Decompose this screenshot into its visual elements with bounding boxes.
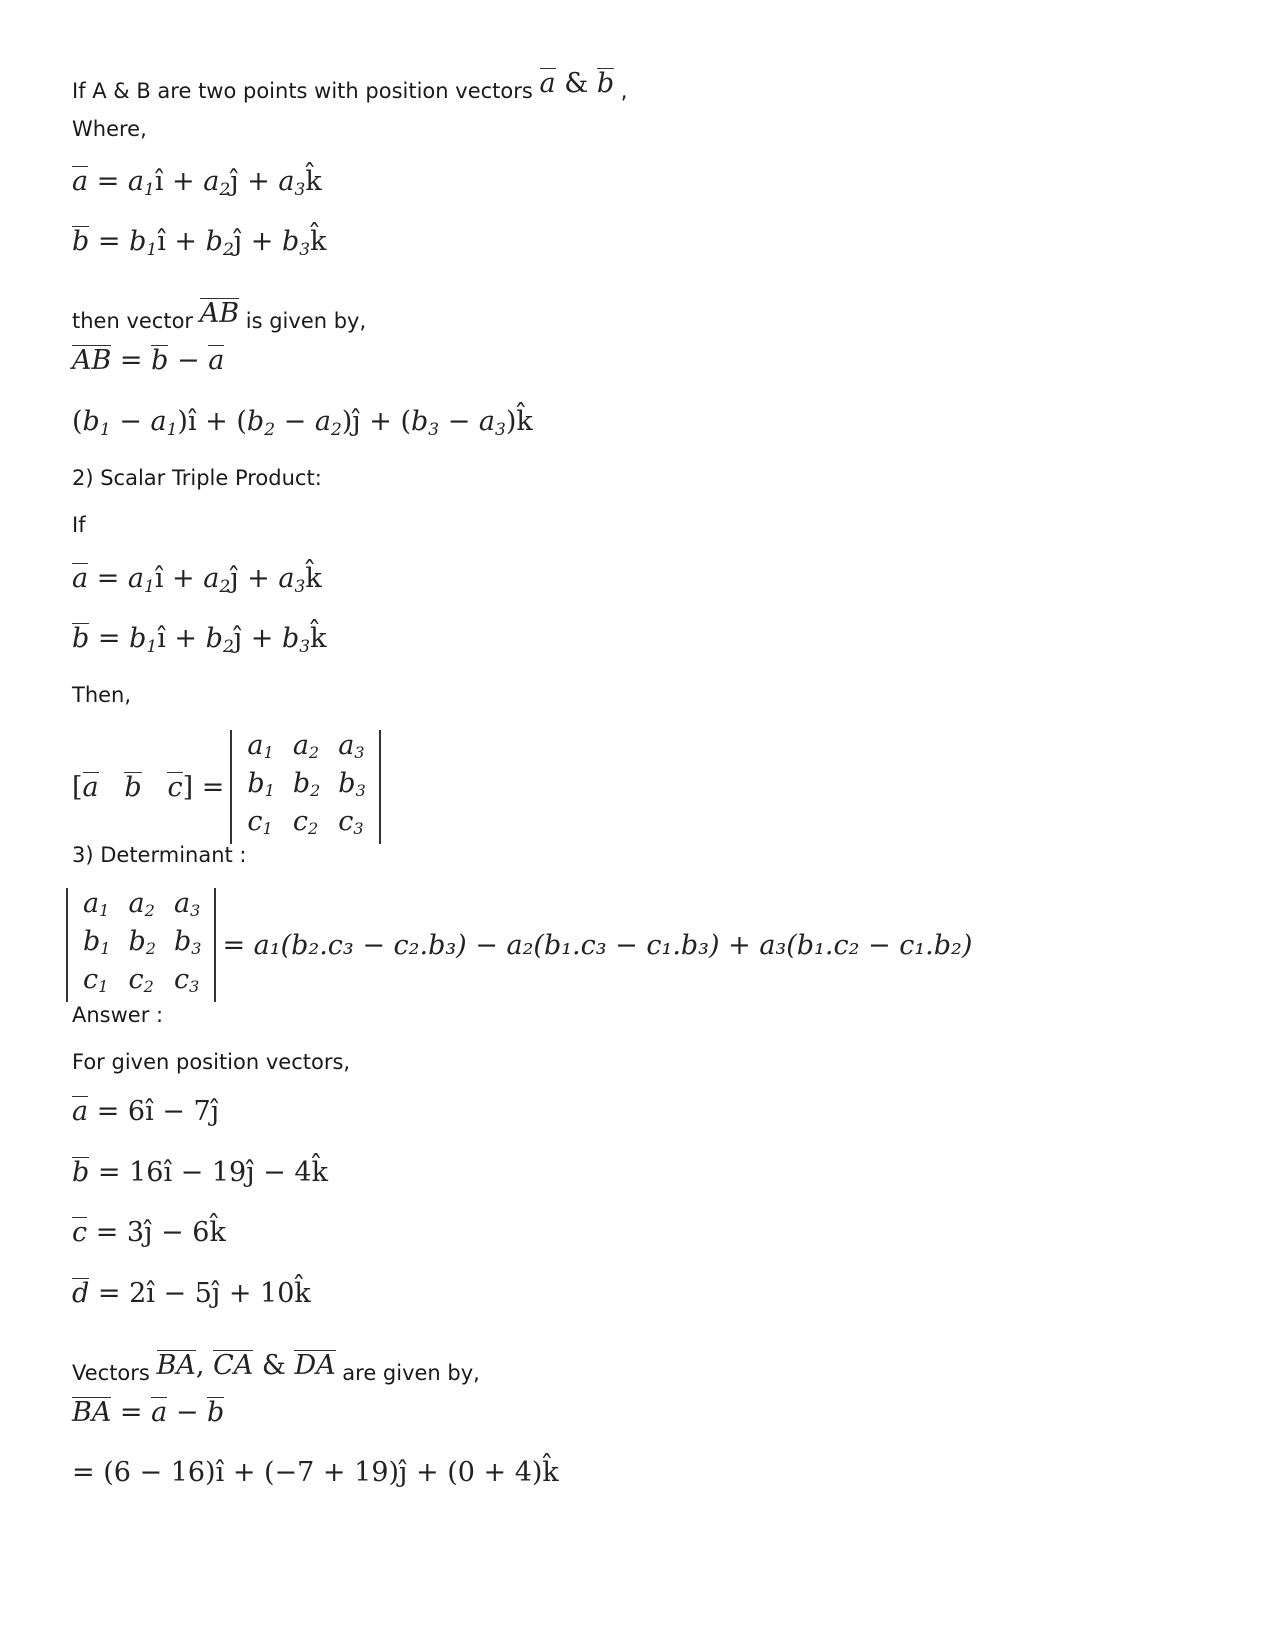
ba-ca-da-symbols: BA, CA & DA: [156, 1350, 336, 1381]
vectors-line: [72, 1350, 480, 1386]
then-label: Then,: [72, 683, 132, 707]
determinant-equation: [66, 888, 972, 1002]
ba-definition: BA = a − b: [72, 1397, 225, 1428]
determinant-heading: 3) Determinant :: [72, 843, 247, 867]
general-determinant: $a_1$ $a_2$ $a_3$ $b_1$ $b_2$ $b_3$ $c_1$ $c_2$ $c_3$: [66, 888, 216, 1002]
given-vector-c: c = 3ĵ − 6k̂: [72, 1217, 226, 1248]
given-c-rhs: = 3ĵ − 6k̂: [95, 1217, 226, 1248]
ab-definition: AB = b − a: [72, 345, 225, 376]
then-vector-text: then vector: [72, 309, 194, 333]
vector-b-components: $b = b_1î$ + $b_2ĵ$ + $b_3k̂$: [72, 226, 327, 260]
triple-determinant: $a_1$ $a_2$ $a_3$ $b_1$ $b_2$ $b_3$ $c_1$ $c_2$ $c_3$: [230, 730, 380, 844]
vectors-word: Vectors: [72, 1361, 150, 1385]
ab-components: ($b_1$ − $a_1)î + (b_2$ − $a_2)ĵ + (b_3$ − $a_3)k̂$: [72, 406, 533, 440]
ba-expansion: = (6 − 16)î + (−7 + 19)ĵ + (0 + 4)k̂: [72, 1457, 559, 1488]
intro-text: If A & B are two points with position vectors: [72, 79, 533, 103]
vector-b-components-2: $b = b_1î$ + $b_2ĵ$ + $b_3k̂$: [72, 623, 327, 657]
are-given-by-text: are given by,: [342, 1361, 480, 1385]
where-label: Where,: [72, 117, 147, 141]
is-given-by-text: is given by,: [245, 309, 367, 333]
intro-line: [72, 68, 627, 104]
given-vector-b: b = 16î − 19ĵ − 4k̂: [72, 1157, 328, 1188]
triple-bracket: [a b c] =: [72, 771, 225, 803]
given-vector-d: d = 2î − 5ĵ + 10k̂: [72, 1278, 311, 1309]
intro-comma: ,: [620, 79, 628, 103]
vector-a-components-2: $a = a_1î$ + $a_2ĵ$ + $a_3k̂$: [72, 563, 322, 597]
scalar-triple-equation: [72, 730, 387, 844]
given-d-rhs: = 2î − 5ĵ + 10k̂: [97, 1278, 311, 1309]
if-label: If: [72, 513, 86, 537]
answer-label: Answer :: [72, 1003, 164, 1027]
for-given-label: For given position vectors,: [72, 1050, 351, 1074]
given-vector-a: a = 6î − 7ĵ: [72, 1096, 220, 1127]
vector-a-components: $a = a_1î$ + $a_2ĵ$ + $a_3k̂$: [72, 166, 322, 200]
ab-vector-symbol: AB: [199, 298, 240, 329]
scalar-triple-heading: 2) Scalar Triple Product:: [72, 466, 322, 490]
then-vector-line: [72, 298, 366, 334]
determinant-expansion: = a₁(b₂.c₃ − c₂.b₃) − a₂(b₁.c₃ − c₁.b₃) + a₃(b₁.c₂ − c₁.b₂): [222, 929, 973, 961]
given-a-rhs: = 6î − 7ĵ: [96, 1096, 220, 1127]
given-b-rhs: = 16î − 19ĵ − 4k̂: [97, 1157, 328, 1188]
intro-vectors-math: a & b: [539, 68, 615, 99]
